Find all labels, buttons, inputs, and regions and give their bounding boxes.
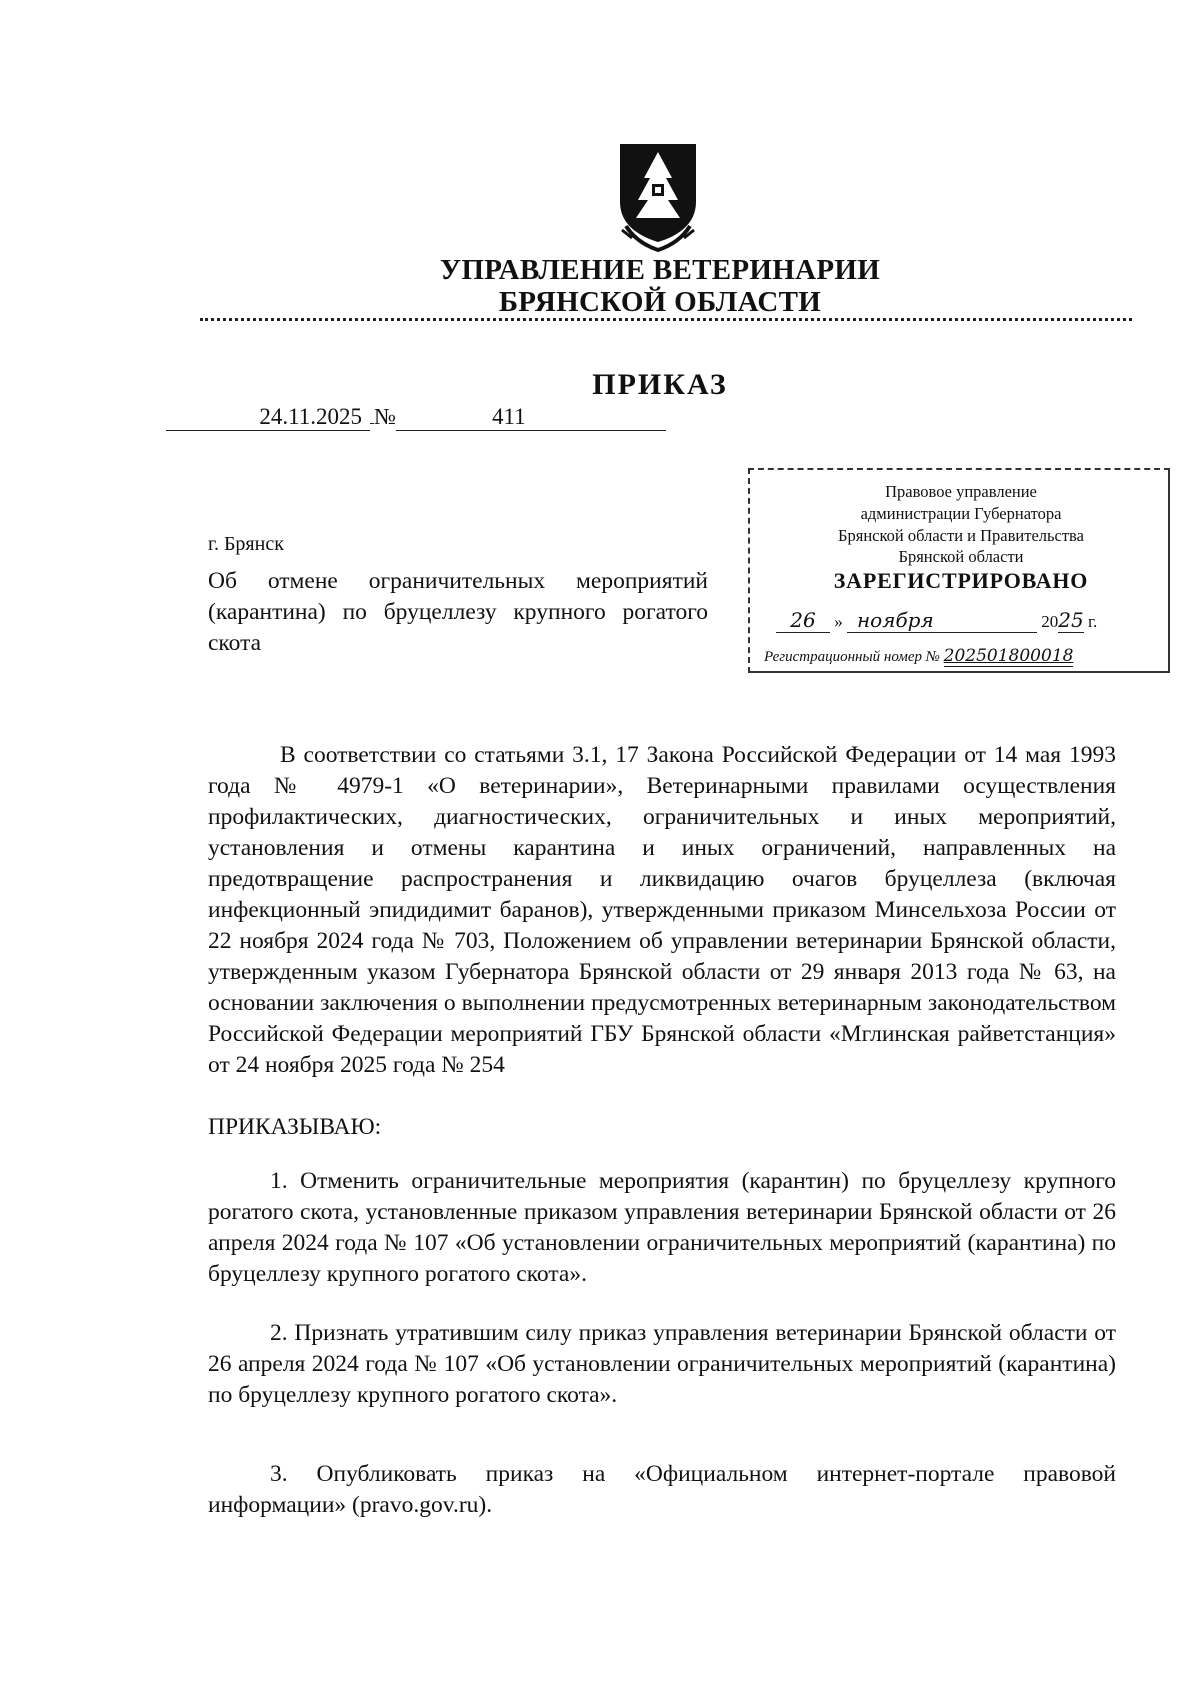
stamp-reg-number: 202501800018 [943,646,1074,666]
date-number-line [166,404,666,431]
header-divider [200,318,1132,321]
doc-date: 24.11.2025 [166,404,370,431]
stamp-line3: Брянской области и Правительства [838,526,1084,545]
order-item-1: 1. Отменить ограничительные мероприятия (карантин) по бруцеллезу крупного рогатого скота, установленные приказом управления ветеринарии Брянской области от 26 апреля 2024 года № 107 «Об установлении ограничительных мероприятий (карантина) по бруцеллезу крупного рогатого скота». [208,1168,1116,1287]
stamp-line2: администрации Губернатора [860,504,1062,523]
registration-stamp [748,468,1170,673]
document-subject: Об отмене ограничительных мероприятий (карантина) по бруцеллезу крупного рогатого скота [208,568,708,656]
coat-of-arms-icon [612,138,704,256]
number-label: № [374,404,396,429]
stamp-line1: Правовое управление [885,482,1037,501]
stamp-year-prefix: 20 [1041,612,1059,631]
stamp-reg-line [764,646,1164,666]
stamp-year-unit: г. [1087,612,1098,631]
doc-number: 411 [396,404,666,431]
order-item-2: 2. Признать утратившим силу приказ управления ветеринарии Брянской области от 26 апреля 2024 года № 107 «Об установлении ограничительных мероприятий (карантина) по бруцеллезу крупного рогатого скота». [208,1320,1116,1408]
order-word: ПРИКАЗЫВАЮ: [208,1114,382,1140]
stamp-month: ноября [847,608,1037,633]
stamp-year-suffix: 25 [1058,608,1084,632]
order-item-3: 3. Опубликовать приказ на «Официальном интернет-портале правовой информации» (pravo.gov.ru). [208,1461,1116,1518]
city: г. Брянск [208,533,284,555]
stamp-reg-label: Регистрационный номер № [764,649,940,665]
stamp-line4: Брянской области [898,547,1024,566]
preamble-paragraph: В соответствии со статьями 3.1, 17 Закона Российской Федерации от 14 мая 1993 года № 4979-1 «О ветеринарии», Ветеринарными правилами осуществления профилактических, диагностических, ограничительных и иных мероприятий, установления и отмены карантина и иных ограничений, направленных на предотвращение распространения и ликвидацию очагов бруцеллеза (включая инфекционный эпидидимит баранов), утвержденными приказом Минсельхоза России от 22 ноября 2024 года № 703, Положением об управлении ветеринарии Брянской области, утвержденным указом Губернатора Брянской области от 29 января 2013 года № 63, на основании заключения о выполнении предусмотренных ветеринарным законодательством Российской Федерации мероприятий ГБУ Брянской области «Мглинская райветстанция» от 24 ноября 2025 года № 254 [208,742,1116,1078]
document-type-title: ПРИКАЗ [592,368,728,401]
org-name-line2: БРЯНСКОЙ ОБЛАСТИ [498,286,822,318]
stamp-day: 26 [776,608,830,633]
stamp-status: ЗАРЕГИСТРИРОВАНО [833,568,1089,593]
org-name-line1: УПРАВЛЕНИЕ ВЕТЕРИНАРИИ [439,254,881,286]
stamp-date-line: 26 » ноября 2025 г. [776,608,1156,633]
